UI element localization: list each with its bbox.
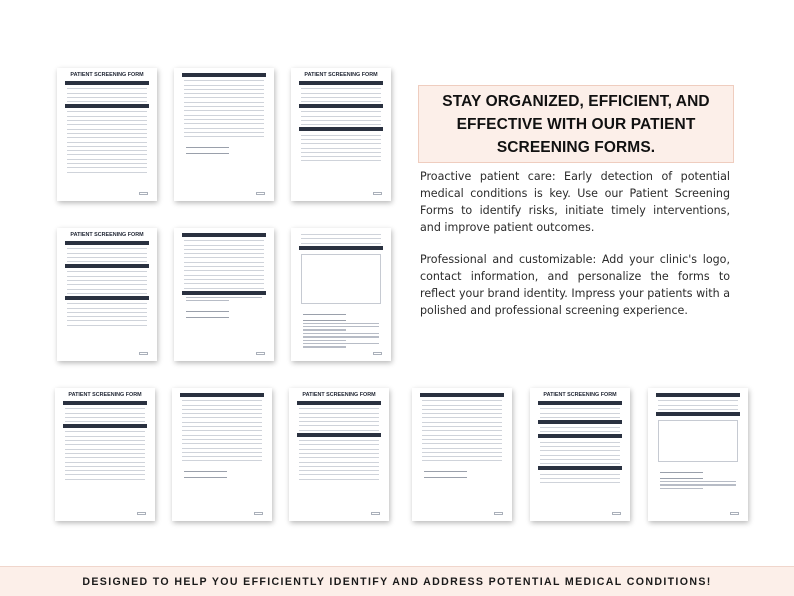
form-section-header — [656, 393, 740, 397]
footer-banner — [0, 566, 794, 596]
form-title: PATIENT SCREENING FORM — [70, 72, 144, 78]
form-title: PATIENT SCREENING FORM — [68, 392, 142, 398]
form-section-header — [65, 241, 149, 245]
form-page-thumbnail — [174, 68, 274, 201]
form-section-header — [538, 401, 622, 405]
notes-box — [301, 254, 381, 304]
footer-text: DESIGNED TO HELP YOU EFFICIENTLY IDENTIFY AND ADDRESS POTENTIAL MEDICAL CONDITIONS! — [82, 575, 712, 588]
form-section-header — [420, 393, 504, 397]
form-title: PATIENT SCREENING FORM — [302, 392, 376, 398]
form-section-header — [182, 73, 266, 77]
notes-box — [658, 420, 738, 462]
paragraph-customizable: Professional and customizable: Add your clinic's logo, contact information, and personalize the forms to reflect your brand identity. Impress your patients with a polished and professional screening experience. — [420, 253, 730, 317]
form-section-header — [299, 81, 383, 85]
form-section-header — [182, 233, 266, 237]
headline: STAY ORGANIZED, EFFICIENT, AND EFFECTIVE WITH OUR PATIENT SCREENING FORMS. — [442, 92, 710, 156]
form-page-thumbnail — [291, 228, 391, 361]
form-page-thumbnail — [412, 388, 512, 521]
form-section-header — [65, 81, 149, 85]
form-page-thumbnail — [289, 388, 389, 521]
form-page-thumbnail — [172, 388, 272, 521]
form-section-header — [180, 393, 264, 397]
form-title: PATIENT SCREENING FORM — [70, 232, 144, 238]
form-title: PATIENT SCREENING FORM — [543, 392, 617, 398]
headline-box — [418, 85, 734, 163]
form-page-thumbnail — [55, 388, 155, 521]
form-page-thumbnail — [291, 68, 391, 201]
form-page-thumbnail — [57, 68, 157, 201]
form-page-thumbnail — [57, 228, 157, 361]
form-page-thumbnail — [174, 228, 274, 361]
form-section-header — [63, 401, 147, 405]
form-section-header — [297, 401, 381, 405]
form-page-thumbnail — [530, 388, 630, 521]
paragraph-proactive-care: Proactive patient care: Early detection of potential medical conditions is key. Use our Patient Screening Forms to identify risks, initiate timely interventions, and improve patient outcomes. — [420, 170, 730, 234]
form-page-thumbnail — [648, 388, 748, 521]
form-title: PATIENT SCREENING FORM — [304, 72, 378, 78]
